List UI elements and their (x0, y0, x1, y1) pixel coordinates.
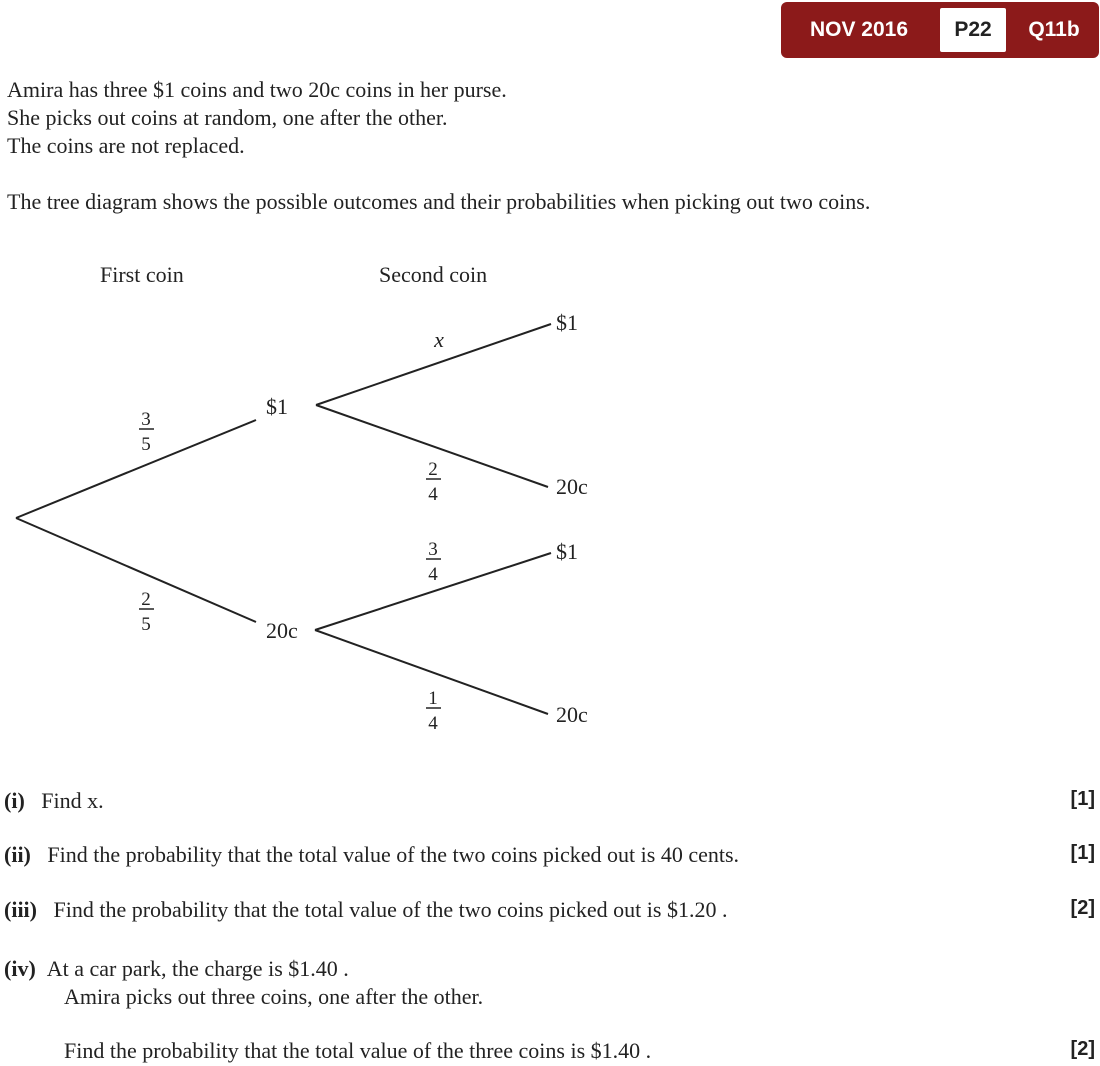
fraction-numerator: 2 (141, 589, 151, 610)
prob-first-dollar (139, 409, 154, 455)
question-i (4, 788, 104, 814)
first-dollar-label: $1 (266, 394, 288, 419)
marks-iii: [2] (1070, 897, 1095, 919)
question-number: Q11b (1028, 18, 1080, 41)
dd-outcome-label: $1 (556, 310, 578, 335)
prob-dollar-cents (426, 459, 441, 505)
question-text: Find the probability that the total value of the two coins picked out is 40 cents. (47, 842, 740, 867)
cd-outcome-label: $1 (556, 539, 578, 564)
fraction-numerator: 2 (428, 459, 438, 480)
question-ii (4, 842, 739, 868)
branch-first-dollar (16, 420, 256, 518)
first-coin-heading: First coin (100, 262, 184, 287)
intro-line: The coins are not replaced. (7, 133, 245, 158)
prob-x: x (434, 327, 444, 352)
fraction-denominator: 4 (428, 484, 438, 505)
dc-outcome-label: 20c (556, 474, 588, 499)
prob-first-cents (139, 589, 154, 635)
tree-description: The tree diagram shows the possible outcomes and their probabilities when picking out two coins. (7, 189, 871, 214)
question-text: Find the probability that the total value of the two coins picked out is $1.20 . (53, 897, 728, 922)
question-iii (4, 897, 727, 923)
fraction-numerator: 1 (428, 688, 438, 709)
prob-cents-cents (426, 688, 441, 734)
fraction-denominator: 4 (428, 564, 438, 585)
prob-cents-dollar (426, 539, 441, 585)
second-coin-heading: Second coin (379, 262, 488, 287)
fraction-numerator: 3 (141, 409, 151, 430)
question-number: (i) (4, 788, 25, 813)
fraction-denominator: 5 (141, 614, 151, 635)
branch-first-cents (16, 518, 256, 622)
first-cents-label: 20c (266, 618, 298, 643)
marks-ii: [1] (1070, 842, 1095, 864)
question-iv-final: Find the probability that the total value of the three coins is $1.40 . (64, 1038, 652, 1063)
marks-iv: [2] (1070, 1038, 1095, 1060)
marks-i: [1] (1070, 788, 1095, 810)
fraction-numerator: 3 (428, 539, 438, 560)
question-text: Find x. (41, 788, 104, 813)
paper-code: P22 (940, 8, 1006, 52)
exam-date: NOV 2016 (809, 18, 909, 41)
intro-line: Amira has three $1 coins and two 20c coins in her purse. (7, 77, 507, 102)
intro-line: She picks out coins at random, one after the other. (7, 105, 448, 130)
question-number: (ii) (4, 842, 31, 867)
cc-outcome-label: 20c (556, 702, 588, 727)
fraction-denominator: 5 (141, 434, 151, 455)
question-number: (iv) (4, 956, 36, 981)
question-line: Amira picks out three coins, one after the other. (64, 984, 484, 1009)
question-iv (4, 955, 483, 1011)
question-number: (iii) (4, 897, 37, 922)
fraction-denominator: 4 (428, 713, 438, 734)
question-line: At a car park, the charge is $1.40 . (46, 956, 349, 981)
